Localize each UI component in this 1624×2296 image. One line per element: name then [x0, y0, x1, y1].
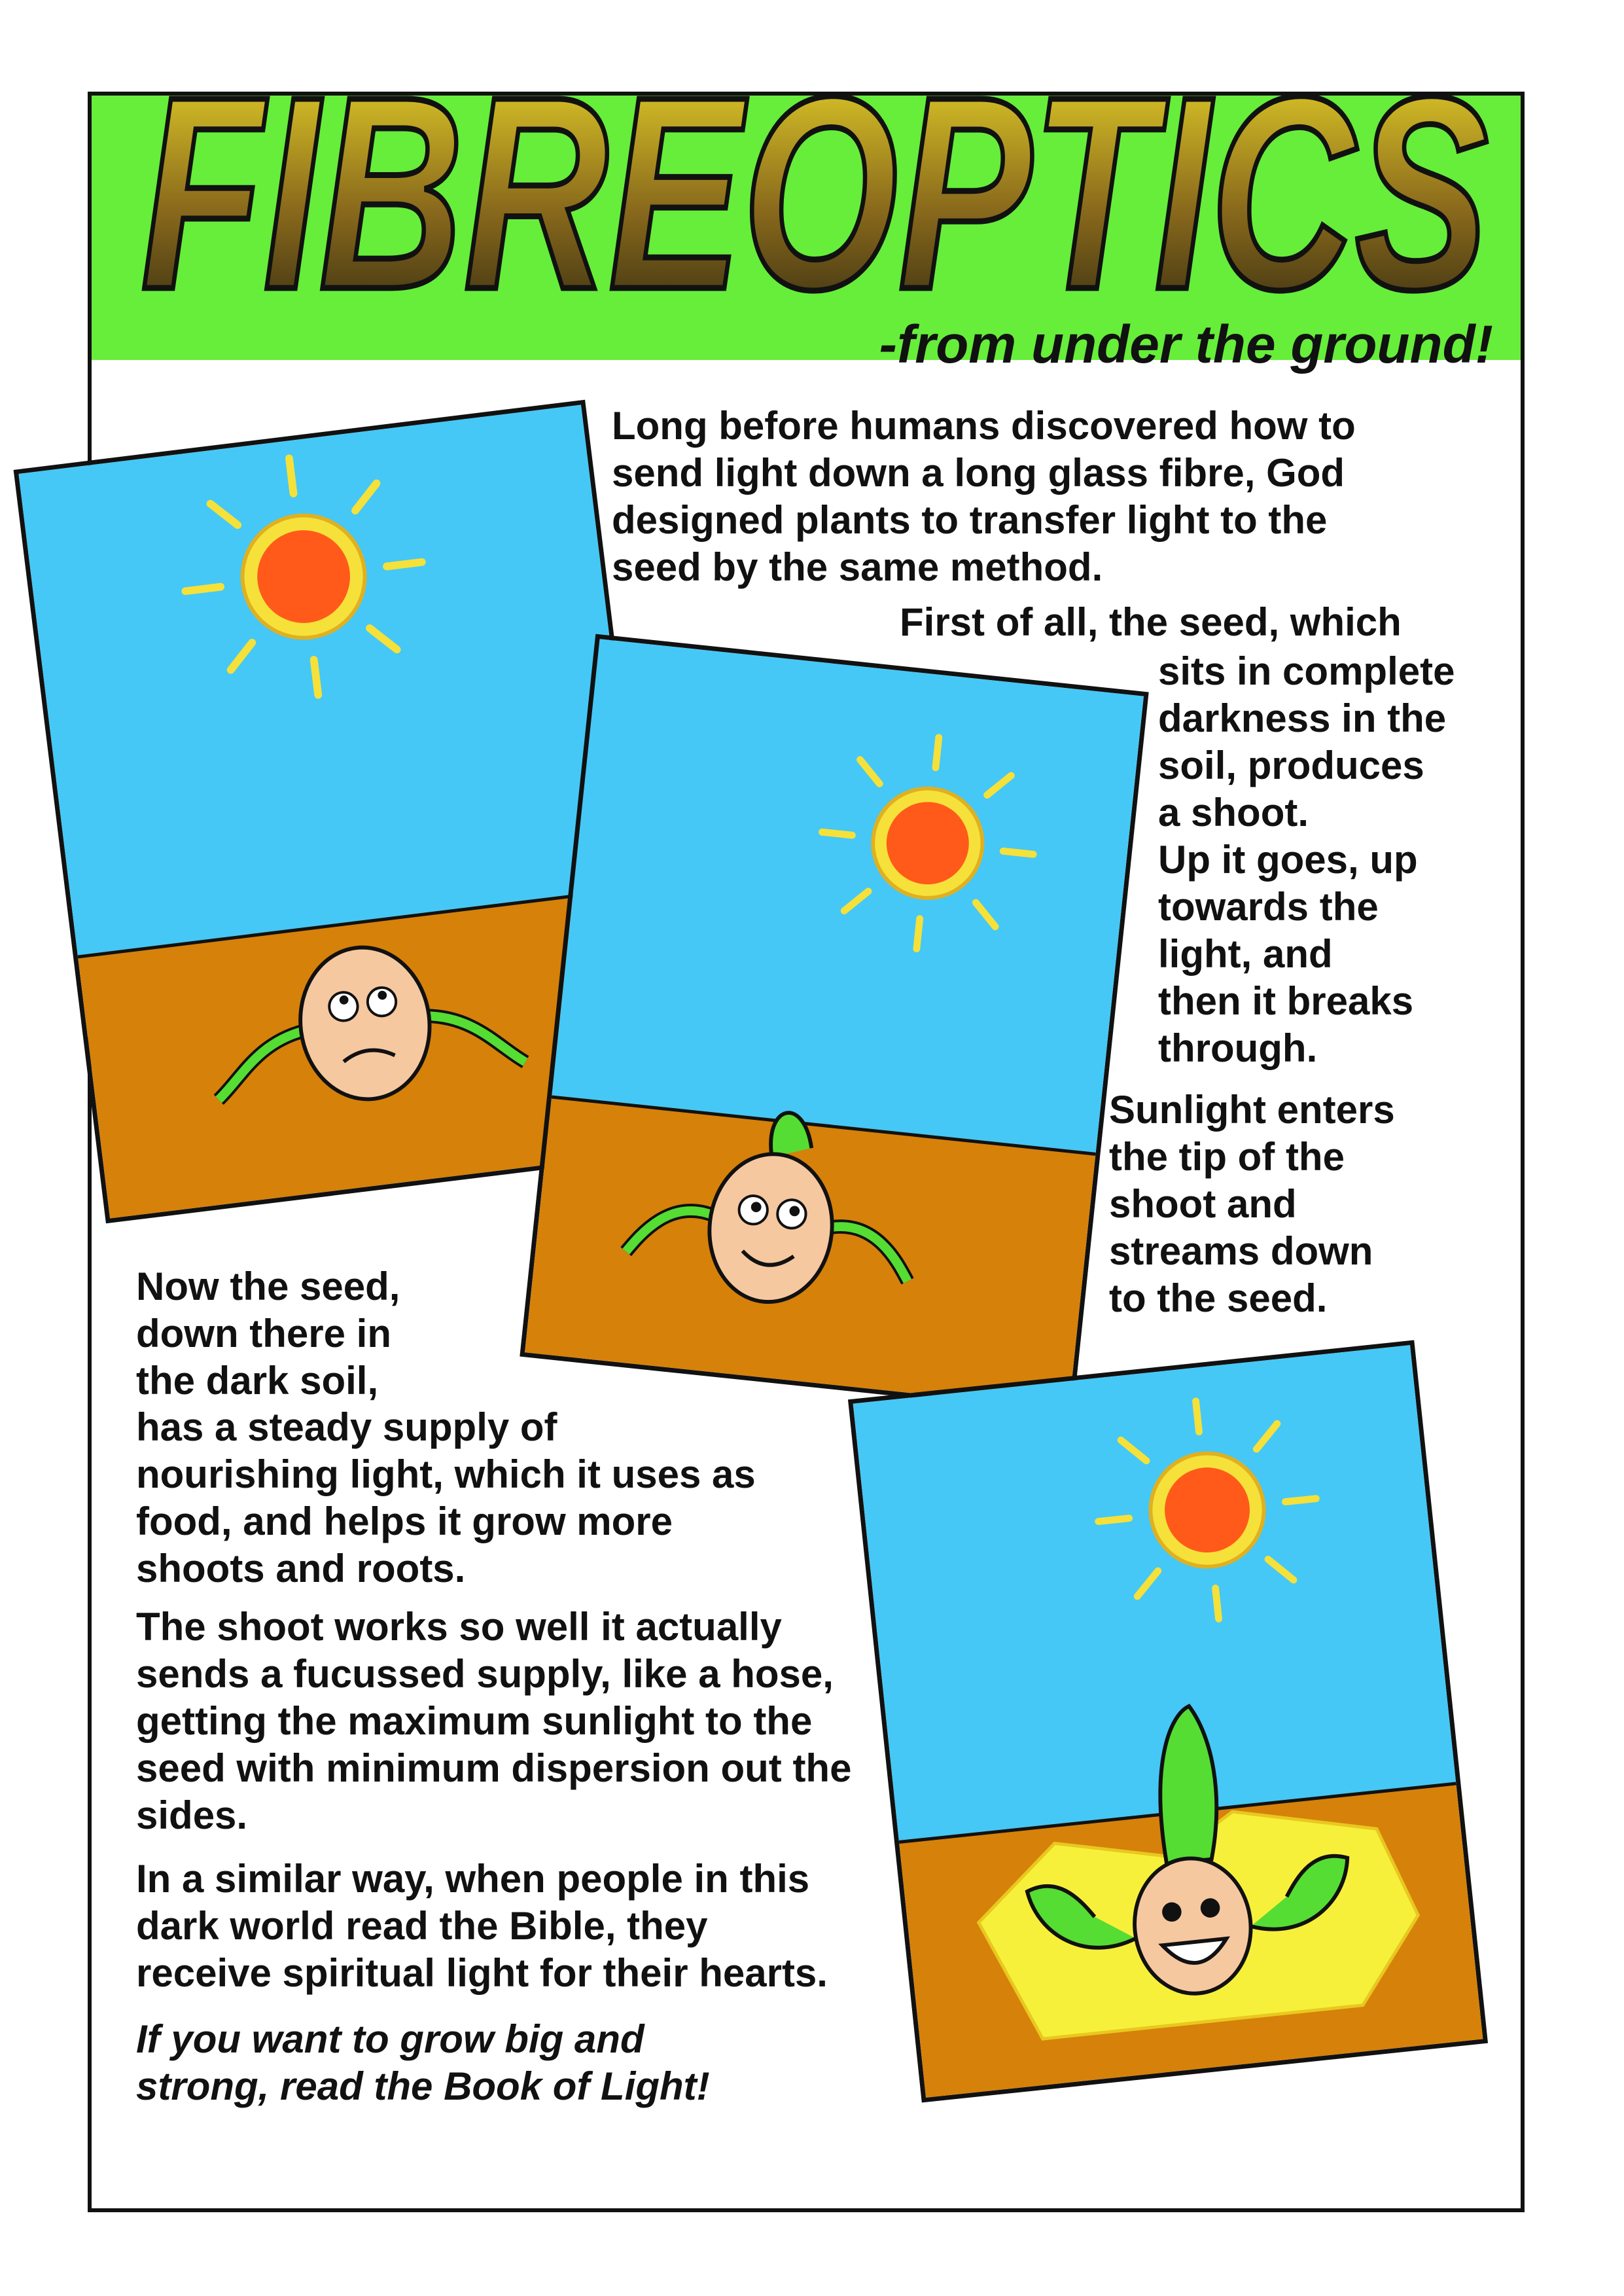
title-text: FIBREOPTICS	[141, 40, 1490, 347]
sun-icon	[811, 726, 1044, 960]
sun-icon	[171, 444, 436, 709]
comic-panel-shoot-rising	[520, 634, 1148, 1415]
first-paragraph: First of all, the seed, which	[900, 600, 1402, 644]
subtitle: -from under the ground!	[879, 315, 1493, 374]
shoot-paragraph: The shoot works so well it actually sends a fucussed supply, like a hose, getting the maximum sunlight to the seed with minimum dispersion out the sides.	[136, 1605, 852, 1837]
now-paragraph-continued: has a steady supply of nourishing light, which it uses as food, and helps it grow more shoots and roots.	[136, 1405, 756, 1590]
seed-determined-icon	[622, 1098, 924, 1317]
seed-strong-icon	[959, 1685, 1427, 2044]
seed-sad-icon	[202, 929, 527, 1117]
first-paragraph-continued: sits in complete darkness in the soil, produces a shoot. Up it goes, up towards the light, and then it breaks through.	[1158, 649, 1455, 1070]
similar-paragraph: In a similar way, when people in this dark world read the Bible, they receive spiritual light for their hearts.	[136, 1857, 828, 1995]
sunlight-paragraph: Sunlight enters the tip of the shoot and streams down to the seed.	[1109, 1088, 1395, 1320]
closing-line: If you want to grow big and strong, read the Book of Light!	[136, 2017, 710, 2108]
sun-icon	[1087, 1390, 1328, 1630]
now-paragraph: Now the seed, down there in the dark soil,	[136, 1265, 400, 1403]
intro-paragraph: Long before humans discovered how to send light down a long glass fibre, God designed plants to transfer light to the seed by the same method.	[612, 404, 1356, 589]
